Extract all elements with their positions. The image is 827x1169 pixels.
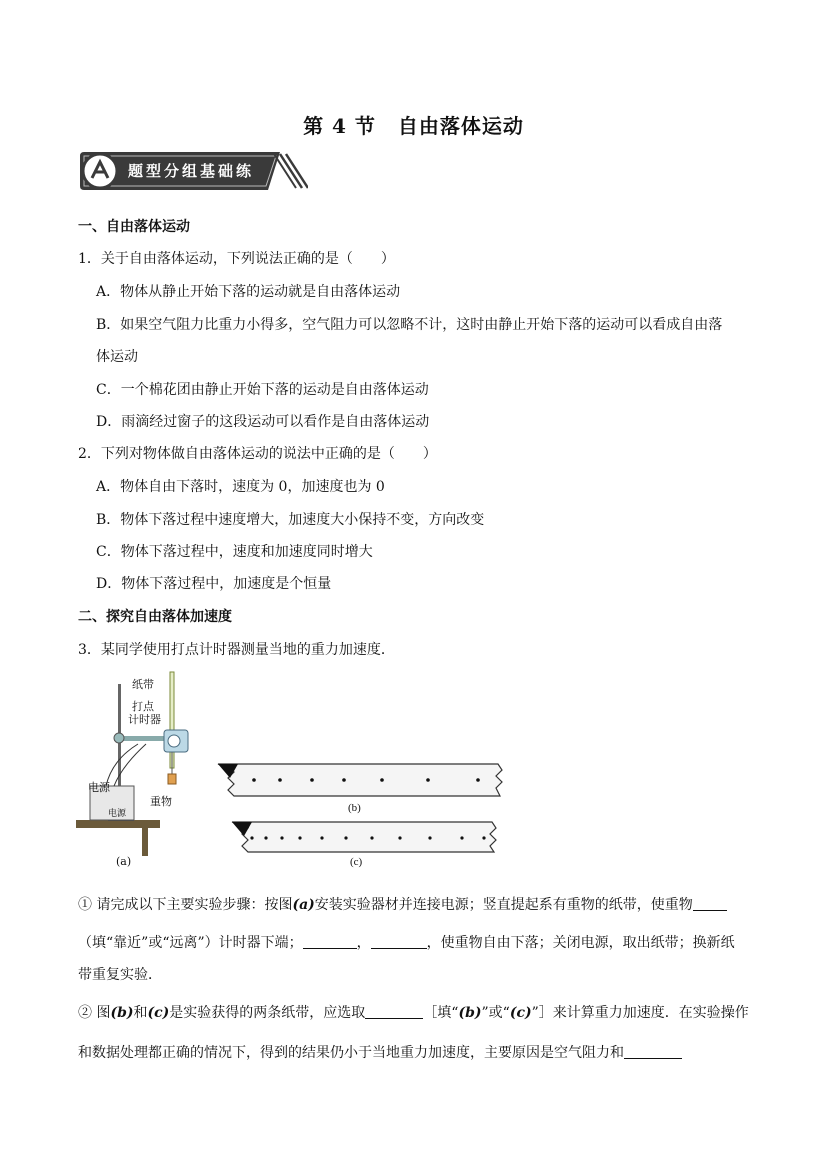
tape-c-dot	[264, 836, 267, 839]
tape-c-dot	[250, 836, 253, 839]
tape-c-dot	[398, 836, 401, 839]
tape-b-dot	[426, 778, 430, 782]
table-top	[76, 820, 160, 828]
ref-b: (b)	[110, 1005, 134, 1021]
banner-label: 题型分组基础练	[128, 162, 255, 180]
tape-c-dot	[320, 836, 323, 839]
q1-option-b-line2: 体运动	[96, 349, 138, 365]
tape-b	[212, 760, 504, 800]
timer-dial-icon	[168, 735, 180, 747]
q3-part1-line1: ① 请完成以下主要实验步骤：按图(a)安装实验器材并连接电源；竖直提起系有重物的纸带，使重物	[78, 894, 727, 914]
q3-part1-line2: （填“靠近”或“远离”）计时器下端； ， ，使重物自由下落；关闭电源，取出纸带；换新纸	[78, 935, 735, 951]
weight-block	[168, 774, 176, 784]
blank-4[interactable]	[365, 1004, 423, 1019]
page-title	[0, 110, 827, 139]
q3-part2-line1: ② 图(b)和(c)是实验获得的两条纸带，应选取 ［填“(b)”或“(c)”］来计算重力加速度．在实验操作	[78, 1005, 749, 1021]
label-tape: 纸带	[132, 678, 154, 691]
tape-b-dot	[476, 778, 480, 782]
label-b: (b)	[348, 802, 361, 814]
tape-b-dot	[278, 778, 282, 782]
q3-part2-line2: 和数据处理都正确的情况下，得到的结果仍小于当地重力加速度，主要原因是空气阻力和	[78, 1042, 682, 1062]
tape-b-dot	[342, 778, 346, 782]
q2-option-c: C．物体下落过程中，速度和加速度同时增大	[96, 544, 373, 560]
tape-c-dot	[482, 836, 485, 839]
q3-part1-line3: 带重复实验．	[78, 967, 162, 983]
blank-1[interactable]	[693, 896, 727, 911]
timer-figure	[160, 670, 190, 790]
table-leg	[142, 828, 148, 856]
blank-5[interactable]	[624, 1044, 682, 1059]
blank-3[interactable]	[371, 934, 427, 949]
label-a: (a)	[116, 855, 132, 868]
ref-a: (a)	[292, 897, 315, 913]
tape-c-dot	[370, 836, 373, 839]
label-timer-1: 打点	[132, 700, 154, 713]
tape-c-dot	[428, 836, 431, 839]
clamp-knob-icon	[114, 733, 124, 743]
label-power: 电源	[88, 781, 110, 794]
label-c: (c)	[350, 856, 363, 868]
q1-option-b-line1: B．如果空气阻力比重力小得多，空气阻力可以忽略不计，这时由静止开始下落的运动可以看成自由落	[96, 317, 723, 333]
q2-option-a: A．物体自由下落时，速度为 0，加速度也为 0	[96, 479, 385, 495]
tape-b-dot	[310, 778, 314, 782]
q1-option-d: D．雨滴经过窗子的这段运动可以看作是自由落体运动	[96, 414, 430, 430]
power-box-text: 电源	[108, 809, 127, 819]
section-number: 第 4 节	[303, 114, 376, 138]
category-banner	[78, 150, 308, 196]
section1-heading: 一、自由落体运动	[78, 219, 190, 235]
q1-option-a: A．物体从静止开始下落的运动就是自由落体运动	[96, 284, 401, 300]
section2-heading: 二、探究自由落体加速度	[78, 609, 232, 625]
blank-2[interactable]	[303, 934, 357, 949]
section-name: 自由落体运动	[397, 114, 524, 138]
tape-c	[226, 818, 498, 856]
q2-stem: 2．下列对物体做自由落体运动的说法中正确的是（ ）	[78, 446, 437, 462]
label-timer-2: 计时器	[128, 713, 161, 726]
q1-stem: 1．关于自由落体运动，下列说法正确的是（ ）	[78, 251, 395, 267]
tape-b-dot	[380, 778, 384, 782]
tape-b-dot	[252, 778, 256, 782]
q3-stem: 3．某同学使用打点计时器测量当地的重力加速度．	[78, 642, 395, 658]
ref-c: (c)	[147, 1005, 170, 1021]
wire-1	[106, 744, 138, 786]
q2-option-b: B．物体下落过程中速度增大，加速度大小保持不变，方向改变	[96, 512, 485, 528]
tape-c-dot	[344, 836, 347, 839]
label-weight: 重物	[150, 795, 172, 808]
tape-c-dot	[460, 836, 463, 839]
tape-c-dot	[280, 836, 283, 839]
q1-option-c: C．一个棉花团由静止开始下落的运动是自由落体运动	[96, 382, 429, 398]
tape-c-dot	[298, 836, 301, 839]
q2-option-d: D．物体下落过程中，加速度是个恒量	[96, 576, 332, 592]
